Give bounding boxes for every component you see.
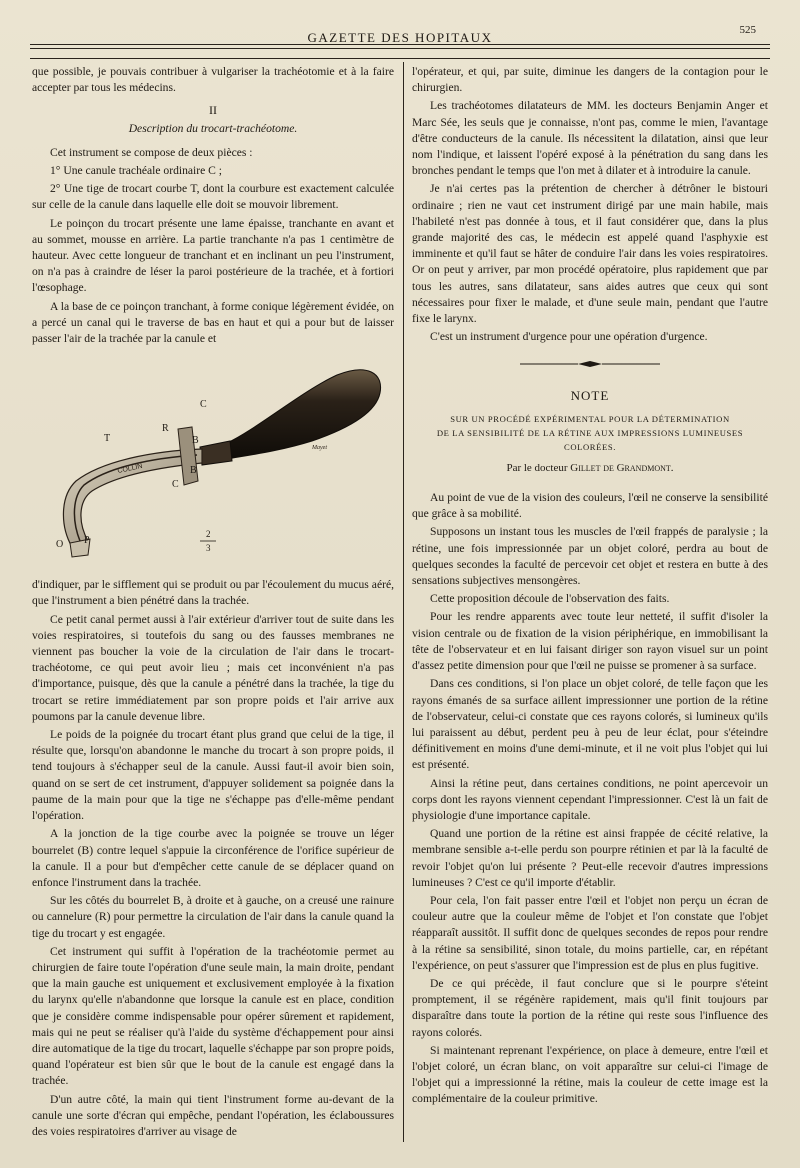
header-rule [30, 44, 770, 45]
engraving-mark: COLLIN [116, 463, 144, 476]
note-title: NOTE [570, 387, 610, 403]
left-column [32, 64, 394, 1142]
paragraph: Pour cela, l'on fait passer entre l'œil et l'objet non perçu un écran de couleur autre que la couleur même de l'objet et l'on constate que l'objet réapparaît aussitôt. Il suffit donc de quelques secondes de repos pour rendre à la rétine sa sensibilité, sinon totale, du moins partielle, car, en répétant l'expérience, on peut s'assurer que l'impression est de plus en plus fugitive. [412, 893, 768, 972]
note-author-prefix: Par le docteur [506, 461, 568, 474]
paragraph: l'opérateur, et qui, par suite, diminue les dangers de la contagion pour le chirurgien. [412, 65, 768, 95]
label-r: R [162, 423, 169, 435]
paragraph: 1° Une canule trachéale ordinaire C ; [50, 164, 223, 178]
paragraph: A la base de ce poinçon tranchant, à forme conique légèrement évidée, on a percé un canal qui le traverse de bas en haut et qui a pour but de laisser passer l'air de la trachée par la canule et [32, 299, 394, 346]
paragraph: Cet instrument se compose de deux pièces : [50, 145, 253, 159]
paragraph: Supposons un instant tous les muscles de l'œil frappés de paralysie ; la rétine, une fois impressionnée par un objet coloré, perdra au bout de quelques secondes la faculté de percevoir cet objet et restera en butte à des sensations subjectives mensongères. [412, 525, 768, 588]
note-author-name: Gillet de Grandmont. [570, 461, 674, 474]
label-b-upper: B [192, 435, 199, 447]
scale-numerator: 2 [206, 529, 211, 540]
paragraph: d'indiquer, par le sifflement qui se produit ou par l'écoulement du mucus aéré, que l'instrument a bien pénétré dans la trachée. [32, 578, 394, 608]
page-number: 525 [739, 24, 756, 36]
paragraph: A la jonction de la tige courbe avec la poignée se trouve un léger bourrelet (B) contre lequel s'appuie la circonférence de l'orifice supérieur de la canule. Il a pour but d'empêcher cette canule de se déplacer quand on enfonce l'instrument dans la trachée. [32, 827, 394, 889]
paragraph: Pour les rendre apparents avec toute leur netteté, il suffit d'isoler la vision centrale ou de fixation de la vision périphérique, en immobilisant la tête de l'observateur et en lui faisant diriger son rayon visuel sur un point d'assez petite dimension pour que l'œil ne puisse se promener à sa surface. [412, 610, 768, 673]
journal-title: GAZETTE DES HOPITAUX [307, 30, 493, 45]
label-b-lower: B [190, 465, 197, 477]
paragraph: Ce petit canal permet aussi à l'air extérieur d'arriver tout de suite dans les voies respiratoires, si toutefois du sang ou des fausses membranes ne viennent pas boucher la voie de la circulation de l'air dans le trocart-trachéotome, ce qui peut avoir lieu ; mais cet inconvénient n'a pas d'importance, puisque, dès que la canule a pénétré dans la trachée, la tige du trocart se retire immédiatement par son propre poids et l'air arrive aux poumons par la canule devenue libre. [32, 612, 394, 723]
note-author [412, 460, 768, 476]
engraver-signature: Mayet [312, 445, 327, 452]
note-subtitle-line-2: DE LA SENSIBILITÉ DE LA RÉTINE AUX IMPRESSIONS LUMINEUSES COLORÉES. [436, 427, 744, 452]
trocart-illustration [32, 351, 394, 573]
paragraph: Les trachéotomes dilatateurs de MM. les docteurs Benjamin Anger et Marc Sée, les seuls que je connaisse, n'ont pas, comme le mien, l'avantage d'être conducteurs de la canule. Ils nécessitent la dilatation, ainsi que leur nom l'indique, et laissent l'opéré exposé à la pénétration du sang dans les bronches pendant le temps que l'on met à dilater et à introduire la canule. [412, 99, 768, 178]
header-rule-lower [30, 58, 770, 59]
paragraph: Cet instrument qui suffit à l'opération de la trachéotomie permet au chirurgien de faire toute l'opération d'une seule main, la main droite, pendant que la main gauche est uniquement et exclusivement employée à la fixation du larynx qu'elle n'abandonne que lorsque la canule est en place, condition que je considère comme indispensable pour opérer sûrement et rapidement, mais qui ne peut se réaliser qu'à l'aide du système d'échappement pour ainsi dire automatique de la tige du trocart, laquelle s'échappe par son propre poids, quand l'opérateur est bien sûr que le bout de la canule est engagé dans la trachée. [32, 944, 395, 1088]
label-o: O [56, 539, 64, 551]
trocart-handle [227, 370, 381, 459]
paragraph: Dans ces conditions, si l'on place un objet coloré, de telle façon que les rayons émanés de sa surface aillent impressionner une portion de la rétine de l'observateur, celui-ci constate que ces rayons colorés, si lumineux qu'ils lui paraissent au début, perdent peu à peu de leur éclat, pour s'éteindre définitivement en moins d'une demi-minute, et il ne voit plus l'objet qui lui est présenté. [412, 677, 768, 772]
paragraph: 2° Une tige de trocart courbe T, dont la courbure est exactement calculée sur celle de la canule dans laquelle elle doit se mouvoir librement. [32, 182, 394, 212]
paragraph: Au point de vue de la vision des couleurs, l'œil ne conserve la sensibilité que grâce à sa mobilité. [412, 491, 768, 521]
ornament-rule [520, 360, 660, 368]
section-ornament [412, 357, 768, 373]
column-divider [403, 62, 404, 1142]
label-c-bottom: C [172, 479, 179, 491]
paragraph: D'un autre côté, la main qui tient l'instrument forme au-devant de la canule une sorte d'écran qui empêche, pendant l'opération, les éclaboussures des voies respiratoires d'arriver au visage de [32, 1092, 394, 1138]
right-column [412, 64, 768, 1110]
paragraph: C'est un instrument d'urgence pour une opération d'urgence. [430, 330, 708, 344]
trocart-ferrule [200, 441, 232, 465]
paragraph: Ainsi la rétine peut, dans certaines conditions, ne point apercevoir un corps dont les rayons viennent cependant l'impressionner. C'est là un fait de physiologie d'une importance capitale. [412, 776, 768, 822]
note-subtitle-line-1: SUR UN PROCÉDÉ EXPÉRIMENTAL POUR LA DÉTERMINATION [450, 413, 730, 424]
paragraph: Si maintenant reprenant l'expérience, on place à demeure, entre l'œil et l'objet coloré, un écran blanc, on voit apparaître sur celui-ci l'image de l'objet qui a impressionné la rétine, mais la couleur de cette image est la complémentaire de la couleur primitive. [412, 1043, 768, 1106]
note-subtitle [412, 412, 768, 454]
trocart-drawing [32, 351, 394, 573]
paragraph: Quand une portion de la rétine est ainsi frappée de cécité relative, la membrane sensible a-t-elle perdu son pourpre rétinien et par là la faculté de revoir l'objet qu'on lui présente ? Peut-elle recevoir d'autres impressions lumineuses ? C'est ce qu'il importe d'établir. [412, 827, 768, 889]
paragraph: Je n'ai certes pas la prétention de chercher à détrôner le bistouri ordinaire ; rien ne vaut cet instrument dirigé par une main habile, mais l'habileté n'est pas donnée à tous, et il faut considérer que, dans la plus grande majorité des cas, le médecin est appelé quand l'asphyxie est imminente et qu'il faut se hâter de conduire l'air dans les voies respiratoires. Or on peut y arriver, par mon procédé opératoire, plus rapidement que par tous les autres, sans dilatateur, sans aides autres que ceux qui sont nécessaires pour fixer le malade, et d'une seule main, pendant que l'autre fixe le larynx. [412, 182, 768, 326]
section-title: Description du trocart-trachéotome. [128, 121, 298, 135]
label-t: T [104, 433, 111, 445]
paragraph: Cette proposition découle de l'observation des faits. [430, 592, 670, 606]
label-c-top: C [200, 399, 207, 411]
paragraph: Le poids de la poignée du trocart étant plus grand que celui de la tige, il résulte que, lorsqu'on abandonne le manche du trocart à son propre poids, il tend toujours à s'échapper seul de la canule. Aussi faut-il avoir bien soin, quand on se sert de cet instrument, d'appuyer solidement sa poignée dans la paume de la main pour que la tige ne s'échappe pas d'elle-même pendant l'opération. [32, 728, 394, 823]
label-p: P [84, 535, 90, 547]
header-rule-double [30, 48, 770, 49]
paragraph: que possible, je pouvais contribuer à vulgariser la trachéotomie et à la faire accepter par tous les médecins. [32, 65, 394, 95]
paragraph: De ce qui précède, il faut conclure que si le pourpre s'éteint promptement, il se régénère rapidement, mais qu'il finit toujours par disparaître dans toute la portion de la rétine qui reste sous l'influence des rayons colorés. [412, 976, 768, 1039]
page-header [30, 22, 770, 62]
section-number: II [209, 103, 217, 118]
paragraph: Le poinçon du trocart présente une lame épaisse, tranchante en avant et au sommet, mousse en arrière. La partie tranchante n'a pas 1 centimètre de hauteur. Avec cette longueur de tranchant et en inclinant un peu l'instrument, on n'a pas à craindre de léser la paroi postérieure de la trachée, et à fortiori l'œsophage. [32, 216, 394, 295]
scale-denominator: 3 [206, 543, 211, 554]
paragraph: Sur les côtés du bourrelet B, à droite et à gauche, on a creusé une rainure ou cannelure (R) pour permettre la circulation de l'air dans la canule quand la tige du trocart y est engagée. [32, 894, 394, 940]
